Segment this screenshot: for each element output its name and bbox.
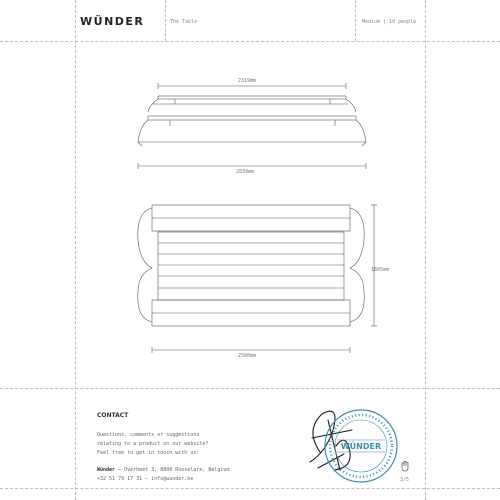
guide-bottom	[0, 388, 500, 389]
hand-icon	[400, 460, 410, 472]
company-name: Wünder	[97, 467, 116, 473]
top-width-dimension-label: 2500mm	[238, 353, 257, 359]
top-depth-dimension-label: 1665mm	[371, 267, 390, 273]
company-address: – Overheet 3, 8800 Roeselare, Belgium	[115, 467, 230, 473]
guide-top	[0, 41, 500, 42]
side-base-dimension-label: 2839mm	[236, 169, 255, 175]
side-top-dimension-label: 2319mm	[238, 78, 257, 84]
stamp-text: WÜNDER	[340, 442, 382, 451]
guide-right	[425, 0, 426, 500]
contact-phone-email[interactable]: +32 51 79 17 31 – info@wunder.be	[97, 476, 194, 482]
document-meta: Medium | 10 people	[362, 19, 417, 25]
guide-left	[75, 0, 76, 500]
contact-heading: CONTACT	[97, 412, 129, 419]
page-number: 3/5	[400, 477, 410, 483]
contact-line-3: Feel free to get in touch with us!	[97, 450, 200, 456]
guide-col-2	[355, 0, 356, 41]
stamp-seal	[321, 406, 401, 486]
contact-line-1: Questions, comments or suggestions	[97, 432, 200, 438]
guide-bottom-2	[0, 488, 500, 489]
contact-line-2: relating to a product on our website?	[97, 441, 209, 447]
contact-address	[97, 467, 229, 473]
guide-col-1	[165, 0, 166, 41]
document-title: The Table	[170, 19, 198, 25]
brand-logo: WÜNDER	[80, 15, 145, 28]
